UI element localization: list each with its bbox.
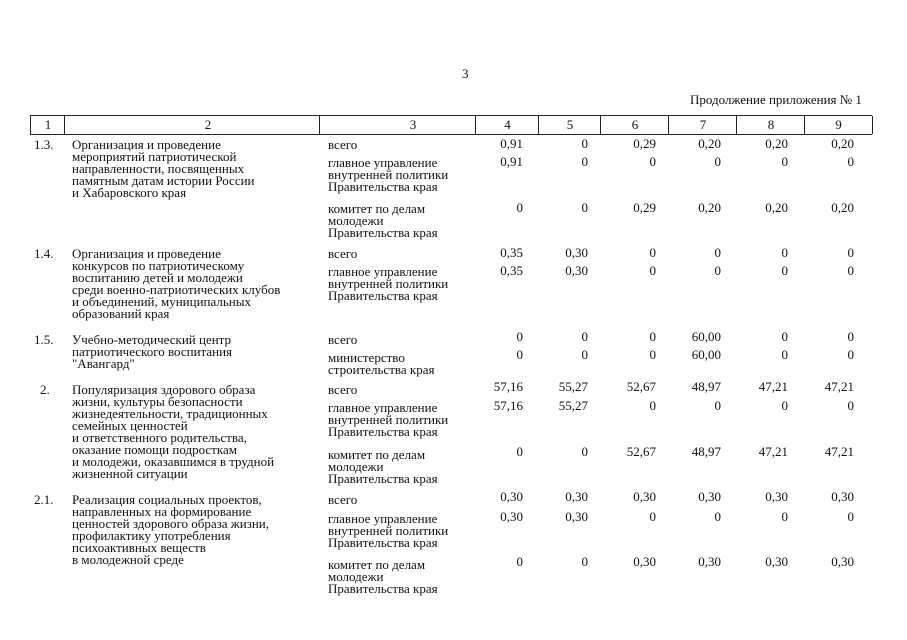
cell: 0 xyxy=(649,329,656,344)
cell: 0,20 xyxy=(831,200,854,215)
header-col-5: 5 xyxy=(538,116,601,134)
header-col-7: 7 xyxy=(668,116,737,134)
row-title: Популяризация здорового образа жизни, культуры безопасности жизнедеятельности, традиционных семейных ценностей и ответственного родительства, оказание помощи подросткам и молодежи, оказавшимся в трудной жизненной ситуации xyxy=(72,382,275,481)
row-number: 1.4. xyxy=(34,246,54,261)
cell: 0 xyxy=(781,263,788,278)
cell: 0 xyxy=(847,398,854,413)
cell: 0,20 xyxy=(765,136,788,151)
cell: 0,30 xyxy=(698,554,721,569)
cell: 0,30 xyxy=(633,489,656,504)
row-label: всего xyxy=(328,246,358,261)
cell: 0,91 xyxy=(500,136,523,151)
cell: 0 xyxy=(581,200,588,215)
cell: 0,20 xyxy=(698,200,721,215)
cell: 55,27 xyxy=(558,398,588,413)
cell: 0 xyxy=(847,347,854,362)
cell: 0 xyxy=(581,154,588,169)
cell: 0 xyxy=(516,444,523,459)
appendix-continuation-note: Продолжение приложения № 1 xyxy=(690,92,862,107)
row-title: Реализация социальных проектов, направленных на формирование ценностей здорового образа жизни, профилактику употребления психоактивных веществ в молодежной среде xyxy=(72,492,269,567)
cell: 52,67 xyxy=(626,379,656,394)
cell: 48,97 xyxy=(691,379,721,394)
cell: 0 xyxy=(781,398,788,413)
cell: 0,30 xyxy=(831,489,854,504)
cell: 0 xyxy=(649,509,656,524)
cell: 0 xyxy=(714,263,721,278)
cell: 0 xyxy=(714,509,721,524)
row-label: комитет по делам молодежи Правительства края xyxy=(328,447,438,486)
header-col-2: 2 xyxy=(64,116,351,134)
cell: 0,30 xyxy=(565,245,588,260)
cell: 0,30 xyxy=(831,554,854,569)
cell: 0 xyxy=(714,245,721,260)
cell: 0 xyxy=(581,329,588,344)
row-label: главное управление внутренней политики Правительства края xyxy=(328,155,449,194)
cell: 0,30 xyxy=(565,263,588,278)
cell: 0,30 xyxy=(565,509,588,524)
cell: 0 xyxy=(516,554,523,569)
header-col-3: 3 xyxy=(319,116,506,134)
cell: 0 xyxy=(516,347,523,362)
cell: 47,21 xyxy=(824,444,854,459)
row-label: главное управление внутренней политики Правительства края xyxy=(328,264,449,303)
row-number: 1.3. xyxy=(34,137,54,152)
cell: 0 xyxy=(781,509,788,524)
cell: 0 xyxy=(649,245,656,260)
cell: 0,30 xyxy=(633,554,656,569)
cell: 0 xyxy=(847,263,854,278)
cell: 47,21 xyxy=(758,379,788,394)
cell: 60,00 xyxy=(691,329,721,344)
row-title: Организация и проведение мероприятий патриотической направленности, посвященных памятным датам истории России и Хабаровского края xyxy=(72,137,255,200)
row-label: главное управление внутренней политики Правительства края xyxy=(328,511,449,550)
cell: 57,16 xyxy=(493,398,523,413)
page-number: 3 xyxy=(462,66,469,81)
cell: 52,67 xyxy=(626,444,656,459)
cell: 0 xyxy=(649,154,656,169)
header-col-9: 9 xyxy=(804,116,873,134)
header-col-8: 8 xyxy=(736,116,805,134)
cell: 0 xyxy=(581,136,588,151)
cell: 0 xyxy=(581,554,588,569)
cell: 47,21 xyxy=(824,379,854,394)
table-header xyxy=(30,115,872,135)
row-title: Учебно-методический центр патриотического воспитания "Авангард" xyxy=(72,332,233,371)
cell: 0,30 xyxy=(500,509,523,524)
cell: 0 xyxy=(649,263,656,278)
cell: 0 xyxy=(649,347,656,362)
cell: 0 xyxy=(847,154,854,169)
cell: 0 xyxy=(714,154,721,169)
cell: 0,30 xyxy=(565,489,588,504)
cell: 0 xyxy=(781,347,788,362)
cell: 0 xyxy=(781,245,788,260)
header-col-1: 1 xyxy=(30,116,65,134)
row-label: комитет по делам молодежи Правительства края xyxy=(328,557,438,596)
cell: 0 xyxy=(781,154,788,169)
cell: 0,20 xyxy=(698,136,721,151)
row-label: министерство строительства края xyxy=(328,350,435,377)
cell: 55,27 xyxy=(558,379,588,394)
cell: 60,00 xyxy=(691,347,721,362)
cell: 0 xyxy=(847,509,854,524)
cell: 0,91 xyxy=(500,154,523,169)
cell: 0 xyxy=(847,245,854,260)
row-label: всего xyxy=(328,492,358,507)
cell: 0,30 xyxy=(765,554,788,569)
cell: 0,20 xyxy=(765,200,788,215)
cell: 0,30 xyxy=(765,489,788,504)
cell: 0 xyxy=(781,329,788,344)
cell: 0,35 xyxy=(500,263,523,278)
cell: 0,29 xyxy=(633,200,656,215)
row-label: главное управление внутренней политики Правительства края xyxy=(328,400,449,439)
row-label: всего xyxy=(328,332,358,347)
row-number: 2.1. xyxy=(34,492,54,507)
cell: 0 xyxy=(649,398,656,413)
row-title: Организация и проведение конкурсов по патриотическому воспитанию детей и молодежи среди военно-патриотических клубов и объединений, муниципальных образований края xyxy=(72,246,281,321)
header-col-6: 6 xyxy=(600,116,669,134)
cell: 0,35 xyxy=(500,245,523,260)
row-label: всего xyxy=(328,137,358,152)
cell: 0 xyxy=(581,347,588,362)
row-label: комитет по делам молодежи Правительства края xyxy=(328,201,438,240)
row-number: 2. xyxy=(40,382,50,397)
cell: 47,21 xyxy=(758,444,788,459)
cell: 0 xyxy=(581,444,588,459)
cell: 48,97 xyxy=(691,444,721,459)
cell: 0,30 xyxy=(698,489,721,504)
row-label: всего xyxy=(328,382,358,397)
cell: 57,16 xyxy=(493,379,523,394)
cell: 0 xyxy=(516,200,523,215)
header-col-4: 4 xyxy=(475,116,539,134)
cell: 0 xyxy=(714,398,721,413)
cell: 0 xyxy=(516,329,523,344)
cell: 0 xyxy=(847,329,854,344)
cell: 0,30 xyxy=(500,489,523,504)
row-number: 1.5. xyxy=(34,332,54,347)
cell: 0,29 xyxy=(633,136,656,151)
cell: 0,20 xyxy=(831,136,854,151)
